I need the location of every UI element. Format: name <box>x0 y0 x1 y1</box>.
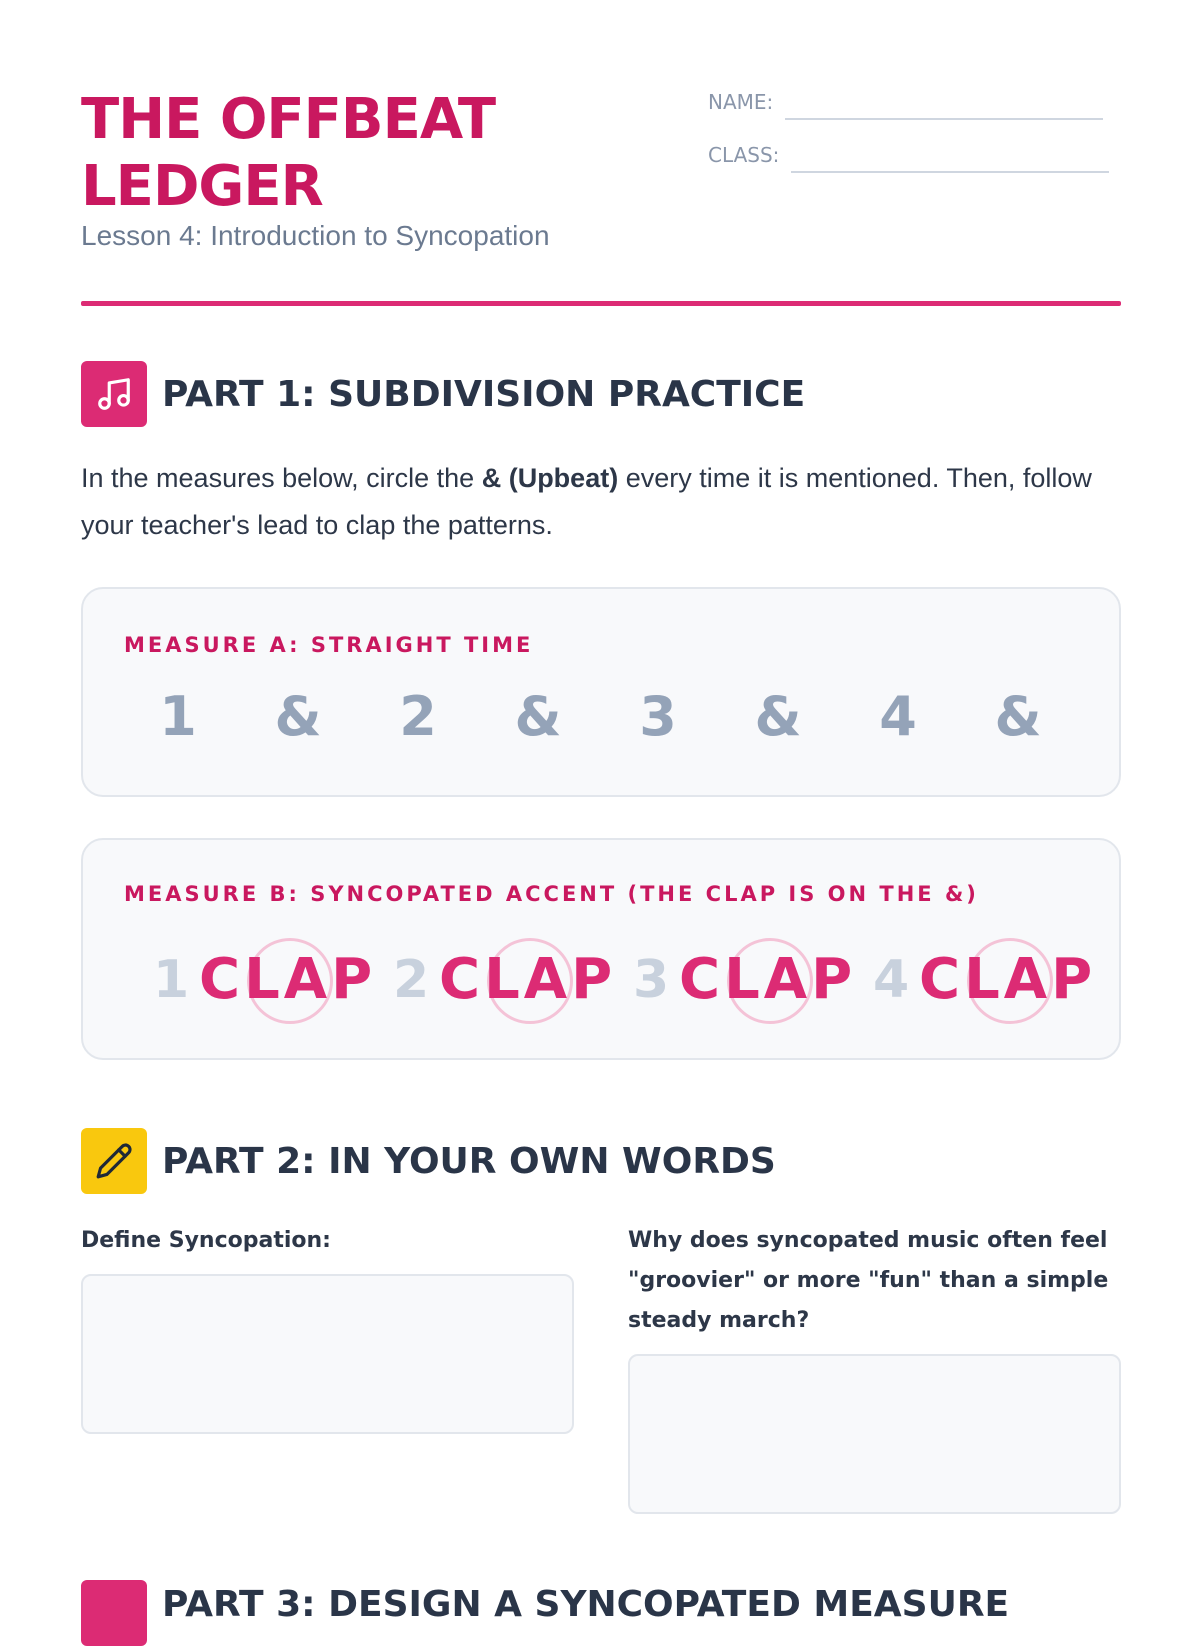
worksheet-page <box>81 0 1121 1625</box>
clap-label: CLAP <box>439 947 617 1012</box>
beat-upbeat[interactable]: & <box>274 685 322 748</box>
name-field[interactable] <box>785 92 1103 120</box>
intro-text-1: In the measures below, circle the <box>81 463 482 493</box>
name-label: NAME: <box>708 90 774 114</box>
part3-icon <box>81 1580 147 1646</box>
part1-instructions <box>81 455 1121 549</box>
measure-a-beats <box>123 677 1083 757</box>
lesson-subtitle: Lesson 4: Introduction to Syncopation <box>81 220 550 251</box>
clap-label: CLAP <box>919 947 1097 1012</box>
pencil-icon <box>81 1128 147 1194</box>
measure-b-box <box>81 838 1121 1060</box>
beat-count: 4 <box>873 950 910 1010</box>
part2-heading <box>81 1128 776 1194</box>
answer-box-define[interactable] <box>81 1274 574 1434</box>
measure-a-box <box>81 587 1121 797</box>
music-note-icon <box>81 361 147 427</box>
measure-b-label: MEASURE B: SYNCOPATED ACCENT (THE CLAP IS ON THE &) <box>124 882 979 906</box>
answer-box-why[interactable] <box>628 1354 1121 1514</box>
class-field-row <box>708 133 1109 173</box>
class-field[interactable] <box>791 145 1109 173</box>
part2-title: PART 2: IN YOUR OWN WORDS <box>162 1140 776 1182</box>
beat-count[interactable]: 3 <box>639 685 677 748</box>
beat-upbeat[interactable]: & <box>514 685 562 748</box>
class-label: CLASS: <box>708 143 780 167</box>
beat-count: 1 <box>153 950 190 1010</box>
header-divider <box>81 301 1121 306</box>
measure-b-beats <box>83 930 1123 1030</box>
beat-count: 3 <box>633 950 670 1010</box>
question-why-groovier: Why does syncopated music often feel "groovier" or more "fun" than a simple steady march? <box>628 1228 1109 1333</box>
page-title: THE OFFBEAT LEDGER <box>81 87 496 219</box>
beat-count[interactable]: 2 <box>399 685 437 748</box>
intro-upbeat-emphasis: & (Upbeat) <box>481 463 619 493</box>
clap-label: CLAP <box>199 947 377 1012</box>
part3-title: PART 3: DESIGN A SYNCOPATED MEASURE <box>162 1584 1010 1625</box>
question-define-syncopation: Define Syncopation: <box>81 1228 331 1253</box>
beat-count[interactable]: 4 <box>879 685 917 748</box>
intro-text-2: every time it is mentioned. Then, follow your teacher's lead to clap the patterns. <box>81 463 1092 540</box>
clap-label: CLAP <box>679 947 857 1012</box>
beat-upbeat[interactable]: & <box>994 685 1042 748</box>
part1-title: PART 1: SUBDIVISION PRACTICE <box>162 373 806 415</box>
name-field-row <box>708 80 1103 120</box>
beat-count[interactable]: 1 <box>159 685 197 748</box>
part1-heading <box>81 361 805 427</box>
beat-count: 2 <box>393 950 430 1010</box>
measure-a-label: MEASURE A: STRAIGHT TIME <box>124 633 534 657</box>
beat-upbeat[interactable]: & <box>754 685 802 748</box>
